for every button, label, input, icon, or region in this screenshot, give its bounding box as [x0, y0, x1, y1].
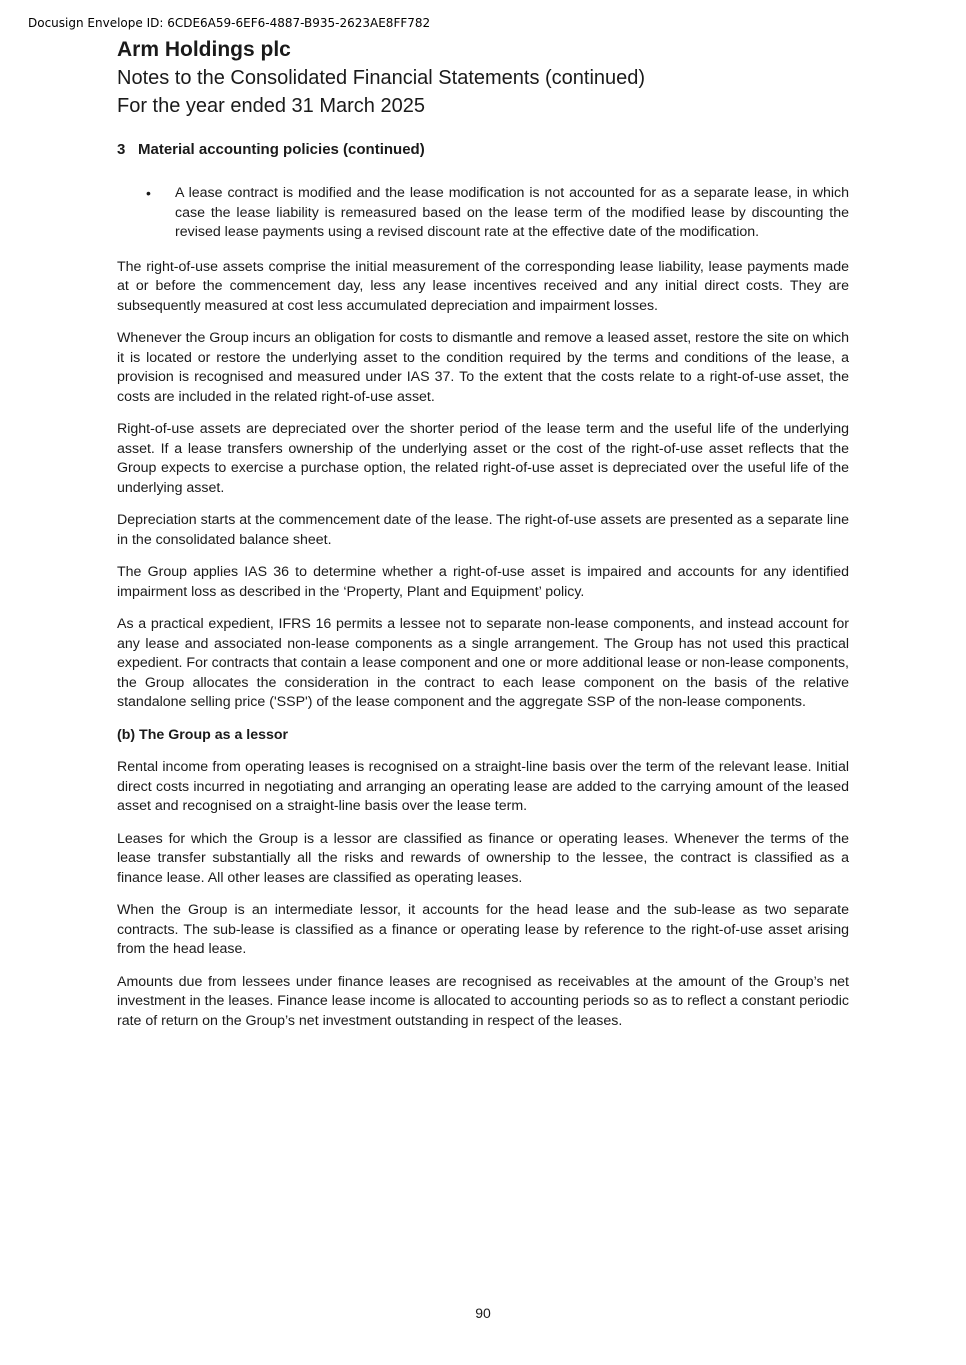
section-number: 3: [117, 141, 126, 158]
paragraph-depreciation-start: Depreciation starts at the commencement date of the lease. The right-of-use assets are presented as a separate line in the consolidated balance sheet.: [117, 512, 849, 548]
paragraph-lease-classification: Leases for which the Group is a lessor are classified as finance or operating leases. Whenever the terms of the lease transfer substantially all the risks and rewards of ownership to the lessee, the contract is classified as a finance lease. All other leases are classified as operating leases.: [117, 830, 849, 886]
docusign-envelope-id: Docusign Envelope ID: 6CDE6A59-6EF6-4887-B935-2623AE8FF782: [28, 16, 431, 30]
reporting-period: For the year ended 31 March 2025: [117, 95, 425, 117]
paragraph-dismantling-provision: Whenever the Group incurs an obligation for costs to dismantle and remove a leased asset, restore the site on which it is located or restore the underlying asset to the condition required by the terms and conditions of the lease, a provision is recognised and measured under IAS 37. To the extent that the costs relate to a right-of-use asset, the costs are included in the related right-of-use asset.: [117, 330, 849, 405]
page-number: 90: [475, 1305, 491, 1321]
document-subtitle: Notes to the Consolidated Financial Statements (continued): [117, 67, 646, 89]
paragraph-rental-income: Rental income from operating leases is recognised on a straight-line basis over the term of the relevant lease. Initial direct costs incurred in negotiating and arranging an operating lease are added to the carrying amount of the leased asset and recognised on a straight-line basis over the lease term.: [117, 759, 849, 814]
section-title: Material accounting policies (continued): [138, 141, 425, 158]
lessor-heading: (b) The Group as a lessor: [117, 726, 289, 743]
paragraph-practical-expedient: As a practical expedient, IFRS 16 permits a lessee not to separate non-lease components, and instead account for any lease and associated non-lease components as a single arrangement. The Group has not used this practical expedient. For contracts that contain a lease component and one or more additional lease or non-lease components, the Group allocates the consideration in the contract to each lease component on the basis of the relative standalone selling price ('SSP') of the lease component and the aggregate SSP of the non-lease components.: [117, 616, 849, 710]
section-heading: [117, 140, 849, 160]
paragraph-depreciation-period: Right-of-use assets are depreciated over the shorter period of the lease term and the useful life of the underlying asset. If a lease transfers ownership of the underlying asset or the cost of the right-of-use asset reflects that the Group expects to exercise a purchase option, the related right-of-use asset is depreciated over the useful life of the underlying asset.: [117, 421, 849, 496]
bullet-item: [117, 184, 849, 243]
paragraph-right-of-use-measurement: The right-of-use assets comprise the initial measurement of the corresponding lease liability, lease payments made at or before the commencement day, less any lease incentives received and any initial direct costs. They are subsequently measured at cost less accumulated depreciation and impairment losses.: [117, 258, 849, 314]
paragraph-impairment: The Group applies IAS 36 to determine whether a right-of-use asset is impaired and accounts for any identified impairment loss as described in the ‘Property, Plant and Equipment’ policy.: [117, 564, 849, 600]
page-content: [117, 36, 849, 1031]
paragraph-intermediate-lessor: When the Group is an intermediate lessor, it accounts for the head lease and the sub-lease as two separate contracts. The sub-lease is classified as a finance or operating lease by reference to the right-of-use asset arising from the head lease.: [117, 902, 849, 957]
company-name: Arm Holdings plc: [117, 38, 291, 61]
bullet-icon: •: [146, 185, 151, 201]
bullet-text: A lease contract is modified and the lease modification is not accounted for as a separate lease, in which case the lease liability is remeasured based on the lease term of the modified lease by discounting the revised lease payments using a revised discount rate at the effective date of the modification.: [175, 185, 849, 240]
paragraph-finance-lease-receivables: Amounts due from lessees under finance leases are recognised as receivables at the amount of the Group’s net investment in the leases. Finance lease income is allocated to accounting periods so as to reflect a constant periodic rate of return on the Group’s net investment outstanding in respect of the leases.: [117, 973, 849, 1029]
